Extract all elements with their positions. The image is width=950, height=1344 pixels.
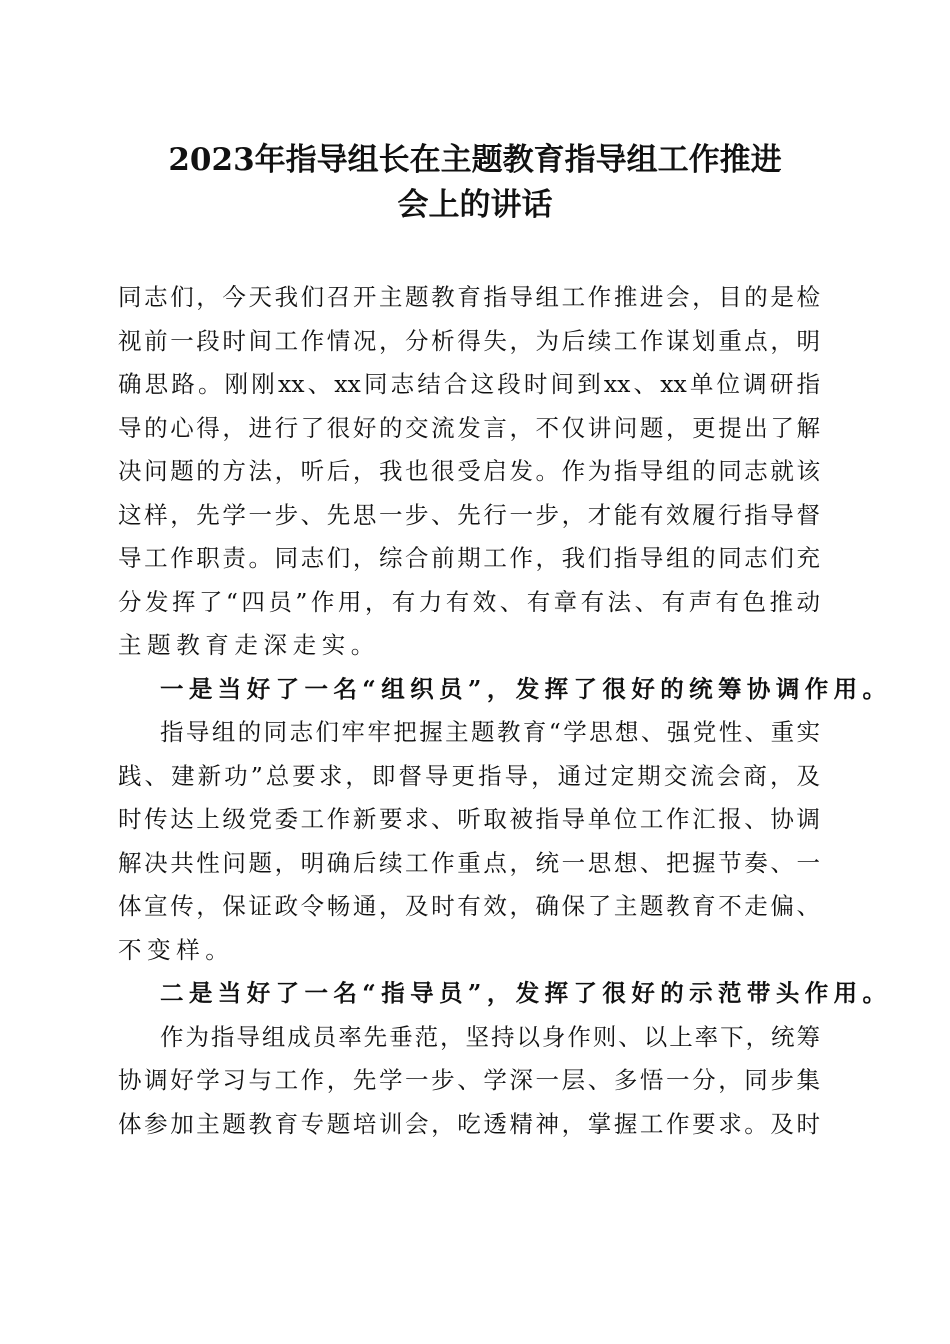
- document-title-line-1: 2023年指导组长在主题教育指导组工作推进: [168, 142, 782, 178]
- paragraph-opening: [118, 276, 820, 668]
- heading-line: 一是当好了一名“组织员”，发挥了很好的统筹协调作用。: [160, 674, 892, 703]
- text-line: 协调好学习与工作，先学一步、学深一层、多悟一分，同步集: [118, 1066, 820, 1094]
- document-title-line-2: 会上的讲话: [397, 187, 553, 223]
- text-line: 同志们，今天我们召开主题教育指导组工作推进会，目的是检: [118, 283, 820, 311]
- text-line: 决问题的方法，听后，我也很受启发。作为指导组的同志就该: [118, 457, 820, 485]
- text-line: 视前一段时间工作情况，分析得失，为后续工作谋划重点，明: [118, 326, 820, 355]
- text-line: 践、建新功”总要求，即督导更指导，通过定期交流会商，及: [118, 761, 820, 790]
- text-line: 主题教育走深走实。: [118, 631, 380, 659]
- text-line: 指导组的同志们牢牢把握主题教育“学思想、强党性、重实: [160, 718, 820, 746]
- text-line: 确思路。刚刚xx、xx同志结合这段时间到xx、xx单位调研指: [118, 370, 820, 398]
- text-line: 体宣传，保证政令畅通，及时有效，确保了主题教育不走偏、: [118, 892, 820, 920]
- text-line: 时传达上级党委工作新要求、听取被指导单位工作汇报、协调: [118, 805, 820, 833]
- text-line: 解决共性问题，明确后续工作重点，统一思想、把握节奏、一: [118, 848, 820, 877]
- section-heading-1: [118, 668, 892, 712]
- document-body: [118, 276, 892, 1146]
- text-line: 作为指导组成员率先垂范，坚持以身作则、以上率下，统筹: [160, 1022, 820, 1051]
- text-line: 这样，先学一步、先思一步、先行一步，才能有效履行指导督: [118, 500, 820, 529]
- text-line: 不变样。: [118, 935, 235, 964]
- text-line: 分发挥了“四员”作用，有力有效、有章有法、有声有色推动: [118, 587, 820, 616]
- text-line: 导工作职责。同志们，综合前期工作，我们指导组的同志们充: [118, 544, 820, 572]
- text-line: 导的心得，进行了很好的交流发言，不仅讲问题，更提出了解: [118, 413, 820, 442]
- paragraph-instructor: [118, 1016, 820, 1147]
- heading-line: 二是当好了一名“指导员”，发挥了很好的示范带头作用。: [160, 979, 892, 1007]
- section-heading-2: [118, 972, 892, 1016]
- paragraph-organizer: [118, 711, 820, 972]
- text-line: 体参加主题教育专题培训会，吃透精神，掌握工作要求。及时: [118, 1109, 820, 1138]
